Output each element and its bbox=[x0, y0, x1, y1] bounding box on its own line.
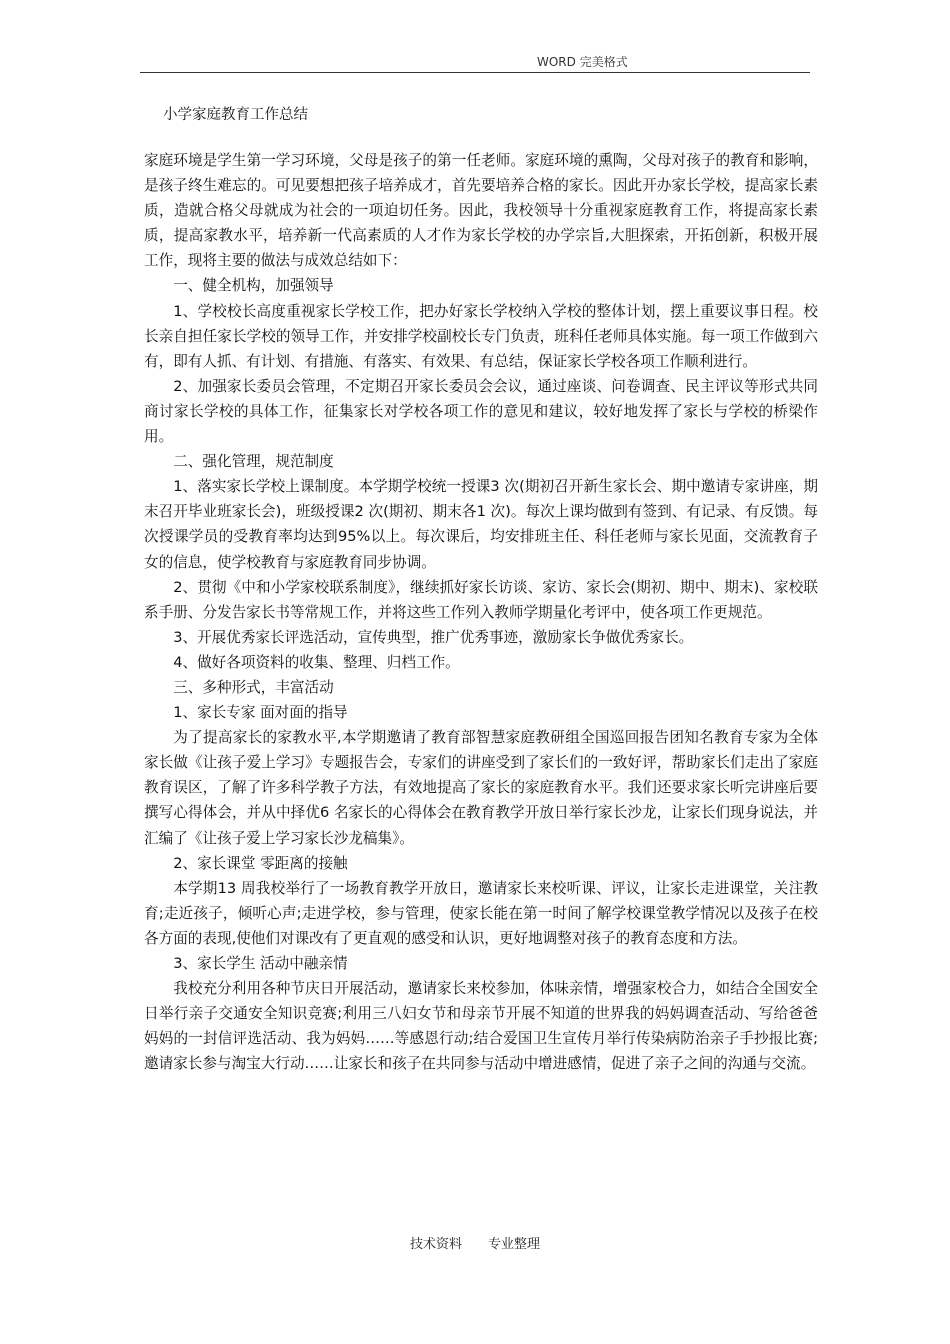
paragraph: 三、多种形式，丰富活动 bbox=[173, 678, 334, 696]
paragraph: 二、强化管理，规范制度 bbox=[173, 453, 334, 471]
footer-right-text: 专业整理 bbox=[488, 1237, 541, 1252]
paragraph: 家庭环境是学生第一学习环境，父母是孩子的第一任老师。家庭环境的熏陶，父母对孩子的教育和影响，是孩子终生难忘的。可见要想把孩子培养成才，首先要培养合格的家长。因此开办家长学校，提高家长素质，造就合格父母就成为社会的一项迫切任务。因此，我校领导十分重视家庭教育工作，将提高家长素质，提高家教水平，培养新一代高素质的人才作为家长学校的办学宗旨,大胆探索，开拓创新，积极开展工作，现将主要的做法与成效总结如下： bbox=[144, 152, 818, 270]
paragraph: 1、家长专家 面对面的指导 bbox=[173, 704, 348, 722]
paragraph: 3、开展优秀家长评选活动，宣传典型，推广优秀事迹，激励家长争做优秀家长。 bbox=[173, 628, 694, 646]
paragraph: 4、做好各项资料的收集、整理、归档工作。 bbox=[173, 653, 460, 671]
paragraph: 2、贯彻《中和小学家校联系制度》，继续抓好家长访谈、家访、家长会(期初、期中、期末)、家校联系手册、分发告家长书等常规工作，并将这些工作列入教师学期量化考评中，使各项工作更规范。 bbox=[144, 578, 818, 621]
paragraph: 我校充分利用各种节庆日开展活动，邀请家长来校参加，体味亲情，增强家校合力，如结合全国安全日举行亲子交通安全知识竞赛;利用三八妇女节和母亲节开展不知道的世界我的妈妈调查活动、写给爸爸妈妈的一封信评选活动、我为妈妈……等感恩行动;结合爱国卫生宣传月举行传染病防治亲子手抄报比赛;邀请家长参与淘宝大行动……让家长和孩子在共同参与活动中增进感情，促进了亲子之间的沟通与交流。 bbox=[144, 980, 818, 1073]
paragraph: 2、家长课堂 零距离的接触 bbox=[173, 854, 348, 872]
paragraph: 1、学校校长高度重视家长学校工作，把办好家长学校纳入学校的整体计划，摆上重要议事日程。校长亲自担任家长学校的领导工作，并安排学校副校长专门负责，班科任老师具体实施。每一项工作做到六有，即有人抓、有计划、有措施、有落实、有效果、有总结，保证家长学校各项工作顺利进行。 bbox=[144, 302, 818, 370]
paragraph: 本学期13 周我校举行了一场教育教学开放日，邀请家长来校听课、评议，让家长走进课堂，关注教育;走近孩子，倾听心声;走进学校，参与管理，使家长能在第一时间了解学校课堂教学情况以及孩子在校各方面的表现,使他们对课改有了更直观的感受和认识，更好地调整对孩子的教育态度和方法。 bbox=[144, 879, 818, 947]
paragraph: 1、落实家长学校上课制度。本学期学校统一授课3 次(期初召开新生家长会、期中邀请专家讲座，期末召开毕业班家长会)，班级授课2 次(期初、期末各1 次)。每次上课均做到有签到、有记录、有反馈。每次授课学员的受教育率均达到95%以上。每次课后，均安排班主任、科任老师与家长见面，交流教育子女的信息，使学校教育与家庭教育同步协调。 bbox=[144, 478, 818, 571]
paragraph: 2、加强家长委员会管理，不定期召开家长委员会会议，通过座谈、问卷调查、民主评议等形式共同商讨家长学校的具体工作，征集家长对学校各项工作的意见和建议，较好地发挥了家长与学校的桥梁作用。 bbox=[144, 377, 818, 446]
paragraph: 为了提高家长的家教水平,本学期邀请了教育部智慧家庭教研组全国巡回报告团知名教育专家为全体家长做《让孩子爱上学习》专题报告会，专家们的讲座受到了家长们的一致好评，帮助家长们走出了家庭教育误区，了解了许多科学教子方法，有效地提高了家长的家庭教育水平。我们还要求家长听完讲座后要撰写心得体会，并从中择优6 名家长的心得体会在教育教学开放日举行家长沙龙，让家长们现身说法，并汇编了《让孩子爱上学习家长沙龙稿集》。 bbox=[144, 729, 818, 847]
page-header bbox=[140, 56, 810, 73]
document-title: 小学家庭教育工作总结 bbox=[163, 107, 308, 123]
footer-left-text: 技术资料 bbox=[409, 1237, 462, 1252]
paragraph: 3、家长学生 活动中融亲情 bbox=[173, 955, 348, 972]
page-footer bbox=[0, 1233, 950, 1252]
document-body bbox=[144, 148, 818, 1076]
paragraph: 一、健全机构，加强领导 bbox=[173, 277, 334, 295]
header-text: WORD 完美格式 bbox=[537, 55, 628, 69]
